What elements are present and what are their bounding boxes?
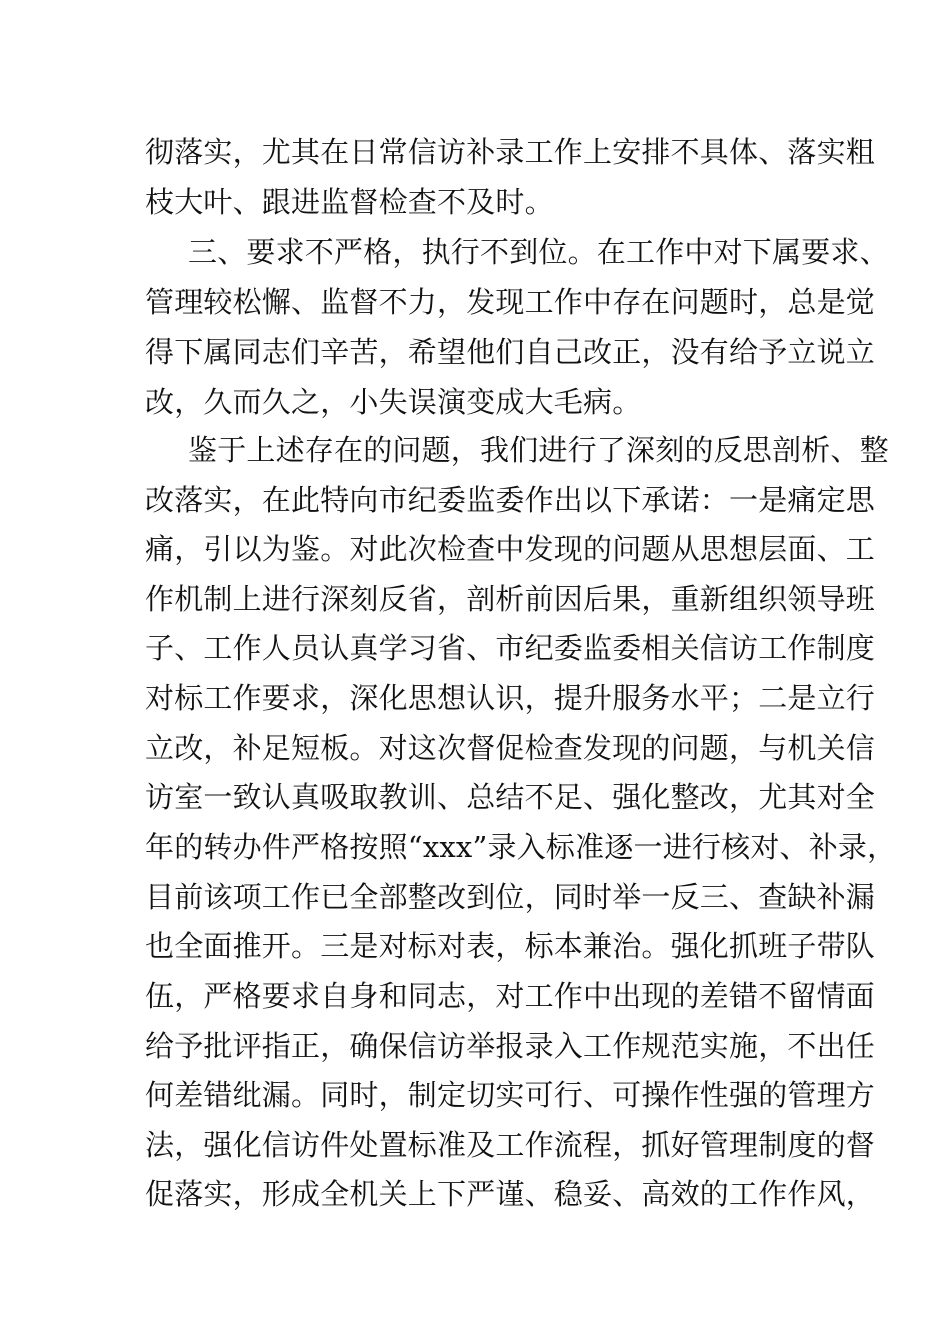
text-line: 法，强化信访件处置标准及工作流程，抓好管理制度的督 — [145, 1128, 876, 1162]
text-line: 促落实，形成全机关上下严谨、稳妥、高效的工作作风， — [145, 1177, 876, 1211]
text-line: 给予批评指正，确保信访举报录入工作规范实施，不出任 — [145, 1029, 876, 1063]
text-line: 何差错纰漏。同时，制定切实可行、可操作性强的管理方 — [145, 1078, 876, 1112]
paragraph-heading-line: 三、要求不严格，执行不到位。在工作中对下属要求、 — [188, 235, 889, 269]
text-line: 得下属同志们辛苦，希望他们自己改正，没有给予立说立 — [145, 335, 876, 369]
text-line: 改，久而久之，小失误演变成大毛病。 — [145, 385, 642, 419]
text-line: 枝大叶、跟进监督检查不及时。 — [145, 185, 554, 219]
text-line: 彻落实，尤其在日常信访补录工作上安排不具体、落实粗 — [145, 135, 876, 169]
text-line: 作机制上进行深刻反省，剖析前因后果，重新组织领导班 — [145, 582, 876, 616]
text-line: 痛，引以为鉴。对此次检查中发现的问题从思想层面、工 — [145, 532, 876, 566]
text-line: 立改，补足短板。对这次督促检查发现的问题，与机关信 — [145, 731, 876, 765]
text-line: 子、工作人员认真学习省、市纪委监委相关信访工作制度 — [145, 631, 876, 665]
text-line: 管理较松懈、监督不力，发现工作中存在问题时，总是觉 — [145, 285, 876, 319]
text-line: 访室一致认真吸取教训、总结不足、强化整改，尤其对全 — [145, 780, 876, 814]
text-line: 也全面推开。三是对标对表，标本兼治。强化抓班子带队 — [145, 929, 876, 963]
text-line: 改落实，在此特向市纪委监委作出以下承诺：一是痛定思 — [145, 483, 876, 517]
paragraph-start-line: 鉴于上述存在的问题，我们进行了深刻的反思剖析、整 — [188, 433, 889, 467]
text-line: 年的转办件严格按照“xxx”录入标准逐一进行核对、补录， — [145, 830, 897, 864]
text-line: 对标工作要求，深化思想认识，提升服务水平；二是立行 — [145, 681, 876, 715]
text-line: 目前该项工作已全部整改到位，同时举一反三、查缺补漏 — [145, 880, 876, 914]
text-line: 伍，严格要求自身和同志，对工作中出现的差错不留情面 — [145, 979, 876, 1013]
